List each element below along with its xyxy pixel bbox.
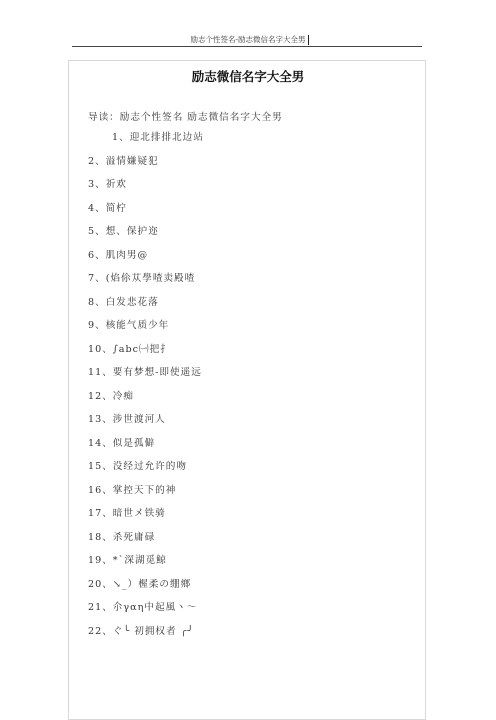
header-rule: [72, 46, 422, 47]
list-item: 15、没经过允许的吻: [88, 461, 187, 472]
list-item: 7、(焰伱苁學喳卖殿喳: [88, 273, 196, 284]
list-item: 20、↘_）楃柔の绷鄉: [88, 578, 192, 590]
list-item: 8、白发悲花落: [88, 296, 159, 308]
document-title: 励志微信名字大全男: [191, 69, 305, 84]
list-item: 16、掌控天下的神: [88, 484, 177, 496]
list-item: 21、尒γαη中起風ヽ～: [88, 602, 198, 613]
list-item: 12、冷痴: [88, 390, 134, 402]
list-item: 14、似是孤僻: [88, 437, 156, 449]
list-item: 4、简柠: [88, 202, 127, 214]
list-item: 13、涉世渡河人: [88, 414, 166, 425]
running-header: 励志个性签名-励志微信名字大全男: [190, 35, 306, 44]
list-item: 6、肌肉男@: [88, 249, 149, 261]
list-item: 9、核能气质少年: [88, 320, 170, 331]
list-item: 17、暗世メ铁骑: [88, 508, 166, 519]
document-intro: 导读：励志个性签名 励志微信名字大全男: [88, 112, 283, 123]
list-item: 11、要有梦想-即使遥远: [88, 367, 202, 378]
list-item: 5、想、保护迩: [88, 226, 159, 237]
list-item: 2、溢情嫌疑犯: [88, 155, 159, 167]
name-list: [88, 126, 204, 643]
list-item: 10、∫abc㈠把扌: [88, 343, 171, 355]
list-item: 3、祈欢: [88, 179, 127, 190]
list-item: 18、杀死庸碌: [88, 531, 156, 543]
list-item: 22、ぐ╰ 初拥权者 ╭╯: [88, 625, 195, 637]
list-item: 1、迎北排排北边站: [112, 132, 204, 143]
text-cursor: [308, 35, 309, 45]
list-item: 19、*ˋ深湖觅鲸: [88, 555, 167, 566]
